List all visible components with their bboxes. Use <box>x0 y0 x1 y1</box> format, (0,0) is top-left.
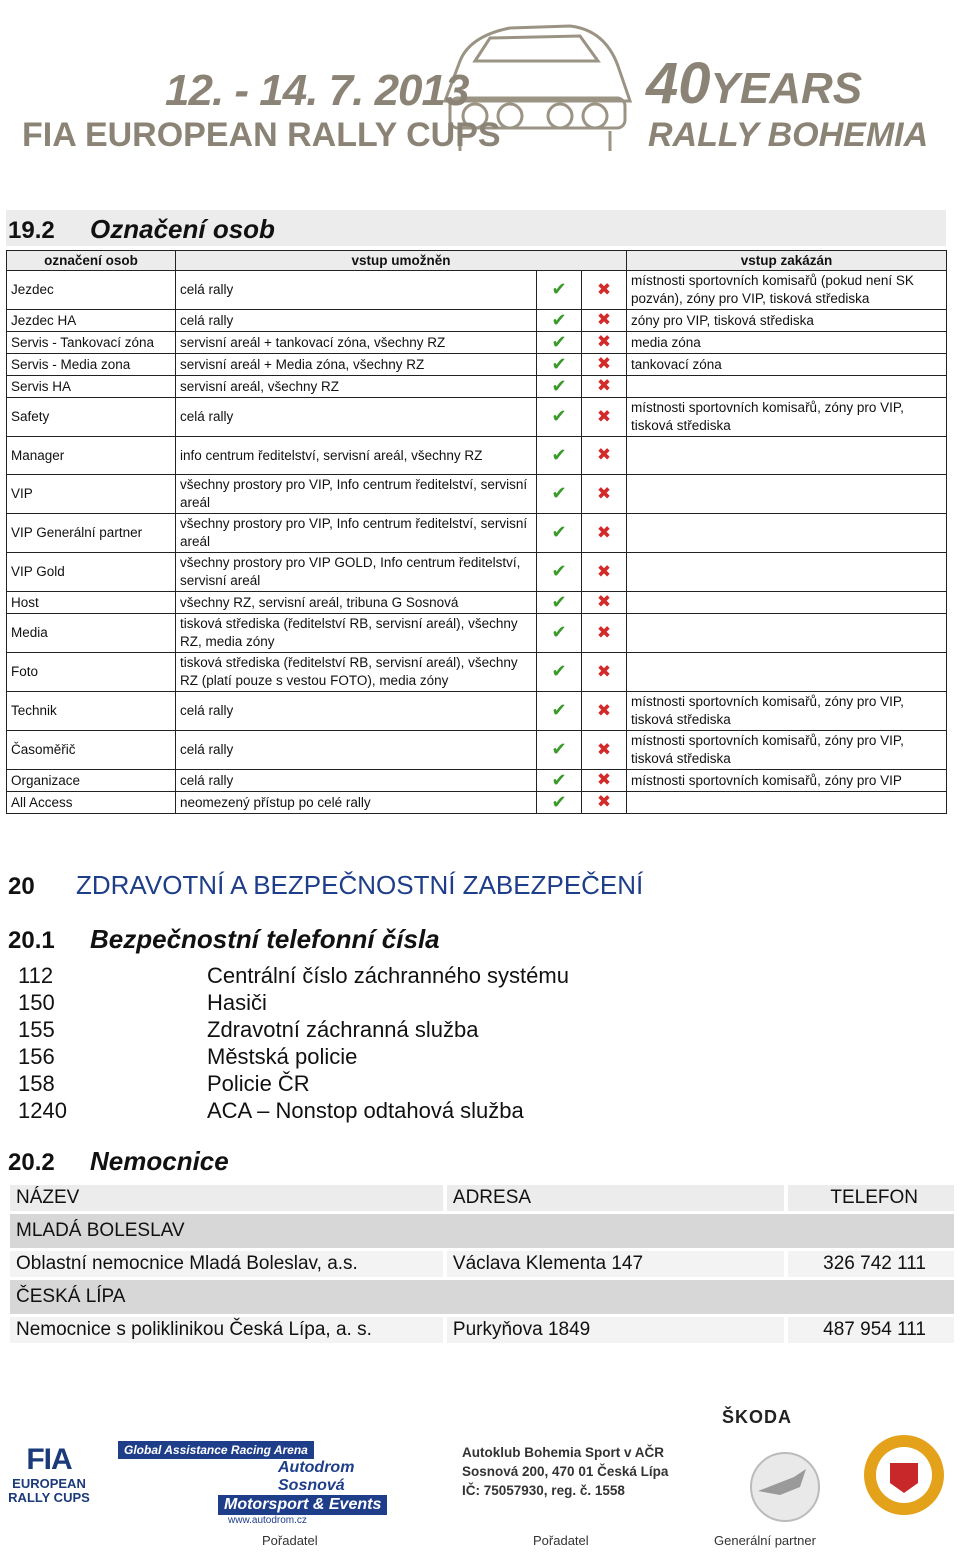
check-icon: ✔ <box>551 309 567 330</box>
denied-cross <box>582 592 627 614</box>
phone-number: 150 <box>18 990 55 1015</box>
persons-table-body <box>7 271 947 814</box>
allowed-check <box>537 271 582 310</box>
denied-cross <box>582 692 627 731</box>
check-icon: ✔ <box>551 591 567 612</box>
phone-service: Hasiči <box>207 990 267 1015</box>
check-icon: ✔ <box>551 444 567 465</box>
hospital-group-row <box>10 1280 954 1314</box>
anniversary-title: 40YEARS <box>646 51 863 116</box>
table-row <box>7 614 947 653</box>
fia-logo: FIA EUROPEAN RALLY CUPS <box>8 1443 90 1505</box>
allowed-areas: tisková střediska (ředitelství RB, servisní areál), všechny RZ (platí pouze s vestou FOTO), media zóny <box>176 653 537 692</box>
denied-areas: místnosti sportovních komisařů, zóny pro VIP, tisková střediska <box>627 731 947 770</box>
cross-icon: ✖ <box>596 445 612 464</box>
check-icon: ✔ <box>551 375 567 396</box>
hospital-row <box>10 1317 954 1343</box>
denied-areas: tankovací zóna <box>627 354 947 376</box>
check-icon: ✔ <box>551 406 567 426</box>
emergency-phone-list <box>18 962 569 1124</box>
denied-areas <box>627 792 947 814</box>
person-type: All Access <box>7 792 176 814</box>
table-row <box>7 332 947 354</box>
denied-cross <box>582 475 627 514</box>
federation-medal-icon <box>862 1433 946 1517</box>
person-type: Servis HA <box>7 376 176 398</box>
organizer-label-1: Pořadatel <box>262 1533 318 1548</box>
denied-cross <box>582 792 627 814</box>
allowed-areas: celá rally <box>176 731 537 770</box>
denied-cross <box>582 653 627 692</box>
cross-icon: ✖ <box>596 561 612 581</box>
header-banner <box>0 0 960 168</box>
cross-icon: ✖ <box>596 792 612 811</box>
phone-number: 1240 <box>18 1098 67 1123</box>
organizer-label-2: Pořadatel <box>533 1533 589 1548</box>
person-type: Servis - Media zona <box>7 354 176 376</box>
hospitals-table <box>6 1182 958 1346</box>
allowed-areas: servisní areál + tankovací zóna, všechny RZ <box>176 332 537 354</box>
allowed-check <box>537 614 582 653</box>
col-header-address: ADRESA <box>447 1185 784 1211</box>
table-row <box>7 398 947 437</box>
allowed-check <box>537 792 582 814</box>
autoklub-address: Autoklub Bohemia Sport v AČR Sosnová 200, 470 01 Česká Lípa IČ: 75057930, reg. č. 1558 <box>462 1445 669 1498</box>
allowed-areas: neomezený přístup po celé rally <box>176 792 537 814</box>
table-row <box>7 770 947 792</box>
person-type: Host <box>7 592 176 614</box>
allowed-areas: celá rally <box>176 770 537 792</box>
person-type: Manager <box>7 437 176 475</box>
col-header-allowed: vstup umožněn <box>176 251 627 271</box>
denied-cross <box>582 614 627 653</box>
event-dates: 12. - 14. 7. 2013 <box>165 66 469 115</box>
allowed-check <box>537 731 582 770</box>
skoda-logo-text: ŠKODA <box>722 1407 793 1427</box>
denied-cross <box>582 514 627 553</box>
check-icon: ✔ <box>551 791 567 812</box>
allowed-check <box>537 692 582 731</box>
cross-icon: ✖ <box>596 522 612 542</box>
allowed-areas: všechny prostory pro VIP, Info centrum ředitelství, servisní areál <box>176 475 537 514</box>
allowed-areas: celá rally <box>176 692 537 731</box>
cross-icon: ✖ <box>596 332 612 351</box>
denied-cross <box>582 271 627 310</box>
allowed-check <box>537 553 582 592</box>
person-type: Technik <box>7 692 176 731</box>
allowed-areas: všechny prostory pro VIP, Info centrum ředitelství, servisní areál <box>176 514 537 553</box>
table-row <box>7 792 947 814</box>
denied-areas <box>627 592 947 614</box>
person-type: Media <box>7 614 176 653</box>
hospital-name: Oblastní nemocnice Mladá Boleslav, a.s. <box>10 1251 443 1277</box>
cross-icon: ✖ <box>596 592 612 611</box>
general-partner-label: Generální partner <box>714 1533 816 1548</box>
table-row <box>7 692 947 731</box>
person-type: Jezdec <box>7 271 176 310</box>
check-icon: ✔ <box>551 483 567 503</box>
hospital-phone: 326 742 111 <box>788 1251 954 1277</box>
allowed-check <box>537 310 582 332</box>
section-20-heading: 20 ZDRAVOTNÍ A BEZPEČNOSTNÍ ZABEZPEČENÍ <box>8 870 644 900</box>
hospital-name: Nemocnice s poliklinikou Česká Lípa, a. s. <box>10 1317 443 1343</box>
allowed-areas: servisní areál, všechny RZ <box>176 376 537 398</box>
event-name: FIA EUROPEAN RALLY CUPS <box>22 116 501 154</box>
person-type: Organizace <box>7 770 176 792</box>
phone-row <box>18 989 569 1016</box>
phone-service: ACA – Nonstop odtahová služba <box>207 1098 524 1123</box>
hospital-row <box>10 1251 954 1277</box>
phone-service: Centrální číslo záchranného systému <box>207 963 569 988</box>
table-row <box>7 514 947 553</box>
table-row <box>7 271 947 310</box>
table-row <box>7 437 947 475</box>
cross-icon: ✖ <box>596 279 612 299</box>
phone-number: 158 <box>18 1071 55 1096</box>
hospital-group-row <box>10 1214 954 1248</box>
table-row <box>7 653 947 692</box>
allowed-check <box>537 376 582 398</box>
hospital-phone: 487 954 111 <box>788 1317 954 1343</box>
cross-icon: ✖ <box>596 406 612 426</box>
denied-areas: zóny pro VIP, tisková střediska <box>627 310 947 332</box>
allowed-areas: celá rally <box>176 310 537 332</box>
denied-areas <box>627 553 947 592</box>
hospital-city: ČESKÁ LÍPA <box>10 1280 954 1314</box>
person-type: Safety <box>7 398 176 437</box>
cross-icon: ✖ <box>596 622 612 642</box>
cross-icon: ✖ <box>596 700 612 720</box>
denied-areas: místnosti sportovních komisařů (pokud není SK pozván), zóny pro VIP, tisková střediska <box>627 271 947 310</box>
table-row <box>7 475 947 514</box>
person-type: VIP Generální partner <box>7 514 176 553</box>
denied-cross <box>582 770 627 792</box>
col-header-denied: vstup zakázán <box>627 251 947 271</box>
phone-service: Policie ČR <box>207 1071 310 1096</box>
phone-row <box>18 1070 569 1097</box>
denied-cross <box>582 398 627 437</box>
denied-areas <box>627 614 947 653</box>
table-row <box>7 592 947 614</box>
check-icon: ✔ <box>551 769 567 790</box>
denied-cross <box>582 354 627 376</box>
phone-row <box>18 1016 569 1043</box>
hospitals-header-row <box>10 1185 954 1211</box>
cross-icon: ✖ <box>596 661 612 681</box>
check-icon: ✔ <box>551 700 567 720</box>
denied-areas <box>627 376 947 398</box>
phone-row <box>18 962 569 989</box>
person-type: VIP <box>7 475 176 514</box>
cross-icon: ✖ <box>596 376 612 395</box>
denied-areas <box>627 653 947 692</box>
table-row <box>7 553 947 592</box>
denied-areas: místnosti sportovních komisařů, zóny pro VIP, tisková střediska <box>627 398 947 437</box>
allowed-check <box>537 398 582 437</box>
hospital-city: MLADÁ BOLESLAV <box>10 1214 954 1248</box>
allowed-areas: servisní areál + Media zóna, všechny RZ <box>176 354 537 376</box>
allowed-check <box>537 592 582 614</box>
person-type: Foto <box>7 653 176 692</box>
col-header-phone: TELEFON <box>788 1185 954 1211</box>
cross-icon: ✖ <box>596 739 612 759</box>
allowed-check <box>537 475 582 514</box>
cross-icon: ✖ <box>596 483 612 503</box>
denied-areas <box>627 475 947 514</box>
check-icon: ✔ <box>551 353 567 374</box>
phone-service: Zdravotní záchranná služba <box>207 1017 479 1042</box>
allowed-areas: tisková střediska (ředitelství RB, servisní areál), všechny RZ, media zóny <box>176 614 537 653</box>
denied-cross <box>582 310 627 332</box>
phone-service: Městská policie <box>207 1044 358 1069</box>
allowed-check <box>537 653 582 692</box>
allowed-check <box>537 770 582 792</box>
table-row <box>7 354 947 376</box>
allowed-areas: celá rally <box>176 271 537 310</box>
person-type: Časoměřič <box>7 731 176 770</box>
hospital-address: Purkyňova 1849 <box>447 1317 784 1343</box>
allowed-check <box>537 437 582 475</box>
col-header-name: NÁZEV <box>10 1185 443 1211</box>
col-header-person: označení osob <box>7 251 176 271</box>
check-icon: ✔ <box>551 739 567 759</box>
denied-areas: media zóna <box>627 332 947 354</box>
phone-row <box>18 1097 569 1124</box>
person-type: Servis - Tankovací zóna <box>7 332 176 354</box>
denied-cross <box>582 376 627 398</box>
cross-icon: ✖ <box>596 310 612 329</box>
denied-areas <box>627 514 947 553</box>
check-icon: ✔ <box>551 279 567 299</box>
allowed-areas: info centrum ředitelství, servisní areál, všechny RZ <box>176 437 537 475</box>
check-icon: ✔ <box>551 622 567 642</box>
phone-number: 112 <box>18 963 54 988</box>
section-20-2-heading: 20.2 Nemocnice <box>8 1146 229 1176</box>
check-icon: ✔ <box>551 331 567 352</box>
autodrom-sosnova-logo: Global Assistance Racing Arena Autodrom Sosnová Motorsport & Events www.autodrom.cz <box>118 1441 418 1527</box>
denied-cross <box>582 553 627 592</box>
denied-areas: místnosti sportovních komisařů, zóny pro VIP <box>627 770 947 792</box>
phone-number: 155 <box>18 1017 55 1042</box>
denied-cross <box>582 332 627 354</box>
table-header-row <box>7 251 947 271</box>
section-20-1-heading: 20.1 Bezpečnostní telefonní čísla <box>8 924 440 954</box>
denied-cross <box>582 731 627 770</box>
person-type: VIP Gold <box>7 553 176 592</box>
skoda-arrow-icon <box>740 1447 830 1527</box>
table-row <box>7 376 947 398</box>
allowed-check <box>537 354 582 376</box>
denied-cross <box>582 437 627 475</box>
phone-row <box>18 1043 569 1070</box>
check-icon: ✔ <box>551 522 567 542</box>
phone-number: 156 <box>18 1044 55 1069</box>
person-type: Jezdec HA <box>7 310 176 332</box>
allowed-check <box>537 332 582 354</box>
allowed-check <box>537 514 582 553</box>
check-icon: ✔ <box>551 661 567 681</box>
allowed-areas: všechny RZ, servisní areál, tribuna G Sosnová <box>176 592 537 614</box>
allowed-areas: celá rally <box>176 398 537 437</box>
section-19-2-heading: 19.2 Označení osob <box>8 214 275 244</box>
persons-access-table <box>6 250 947 814</box>
hospital-address: Václava Klementa 147 <box>447 1251 784 1277</box>
footer-logos <box>0 1395 960 1556</box>
rally-name: RALLY BOHEMIA <box>648 116 929 154</box>
denied-areas <box>627 437 947 475</box>
denied-areas: místnosti sportovních komisařů, zóny pro VIP, tisková střediska <box>627 692 947 731</box>
table-row <box>7 731 947 770</box>
check-icon: ✔ <box>551 561 567 581</box>
table-row <box>7 310 947 332</box>
allowed-areas: všechny prostory pro VIP GOLD, Info centrum ředitelství, servisní areál <box>176 553 537 592</box>
cross-icon: ✖ <box>596 354 612 373</box>
cross-icon: ✖ <box>596 770 612 789</box>
